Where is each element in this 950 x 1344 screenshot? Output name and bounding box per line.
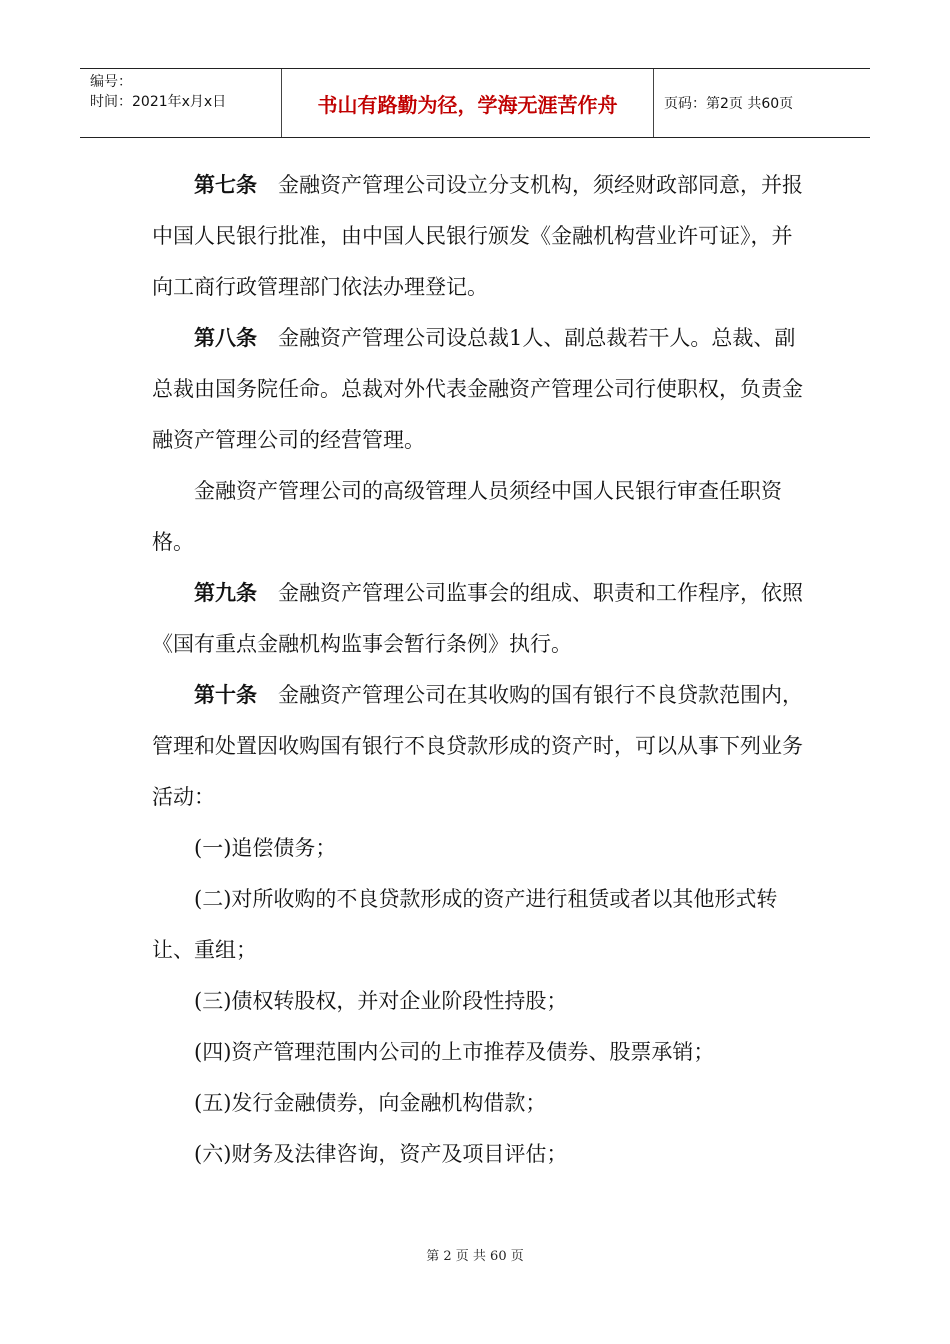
paragraph-article-8-cont [152, 466, 812, 568]
paragraph-text: 金融资产管理公司监事会的组成、职责和工作程序，依照《国有重点金融机构监事会暂行条例》执行。 [152, 581, 803, 656]
document-date: 时间：2021年x月x日 [90, 94, 227, 110]
list-item [152, 1027, 812, 1078]
header-page-info: 页码：第2页 共60页 [664, 96, 794, 112]
header-motto: 书山有路勤为径，学海无涯苦作舟 [282, 69, 654, 137]
list-item [152, 1129, 812, 1180]
paragraph-text: (一)追偿债务； [194, 836, 337, 860]
article-heading: 第八条 [194, 326, 257, 350]
list-item [152, 1078, 812, 1129]
article-heading: 第七条 [194, 173, 257, 197]
page-footer: 第 2 页 共 60 页 [426, 1249, 524, 1264]
paragraph-article-8 [152, 313, 812, 466]
header-meta [80, 69, 282, 137]
article-heading: 第九条 [194, 581, 257, 605]
paragraph-article-10 [152, 670, 812, 823]
paragraph-text: (二)对所收购的不良贷款形成的资产进行租赁或者以其他形式转让、重组； [152, 887, 778, 962]
paragraph-text: 金融资产管理公司设立分支机构，须经财政部同意，并报中国人民银行批准，由中国人民银行颁发《金融机构营业许可证》，并向工商行政管理部门依法办理登记。 [152, 173, 803, 299]
paragraph-text: (四)资产管理范围内公司的上市推荐及债券、股票承销； [194, 1040, 715, 1064]
paragraph-article-9 [152, 568, 812, 670]
page-header [80, 68, 870, 138]
article-heading: 第十条 [194, 683, 257, 707]
list-item [152, 976, 812, 1027]
list-item [152, 823, 812, 874]
paragraph-text: (六)财务及法律咨询，资产及项目评估； [194, 1142, 568, 1166]
document-number: 编号： [90, 74, 132, 90]
paragraph-article-7 [152, 160, 812, 313]
paragraph-text: 金融资产管理公司设总裁1人、副总裁若干人。总裁、副总裁由国务院任命。总裁对外代表金融资产管理公司行使职权，负责金融资产管理公司的经营管理。 [152, 326, 803, 452]
paragraph-text: (三)债权转股权，并对企业阶段性持股； [194, 989, 568, 1013]
list-item [152, 874, 812, 976]
document-body [152, 160, 812, 1180]
paragraph-text: 金融资产管理公司的高级管理人员须经中国人民银行审查任职资格。 [152, 479, 782, 554]
paragraph-text: 金融资产管理公司在其收购的国有银行不良贷款范围内，管理和处置因收购国有银行不良贷款形成的资产时，可以从事下列业务活动： [152, 683, 803, 809]
paragraph-text: (五)发行金融债券，向金融机构借款； [194, 1091, 547, 1115]
